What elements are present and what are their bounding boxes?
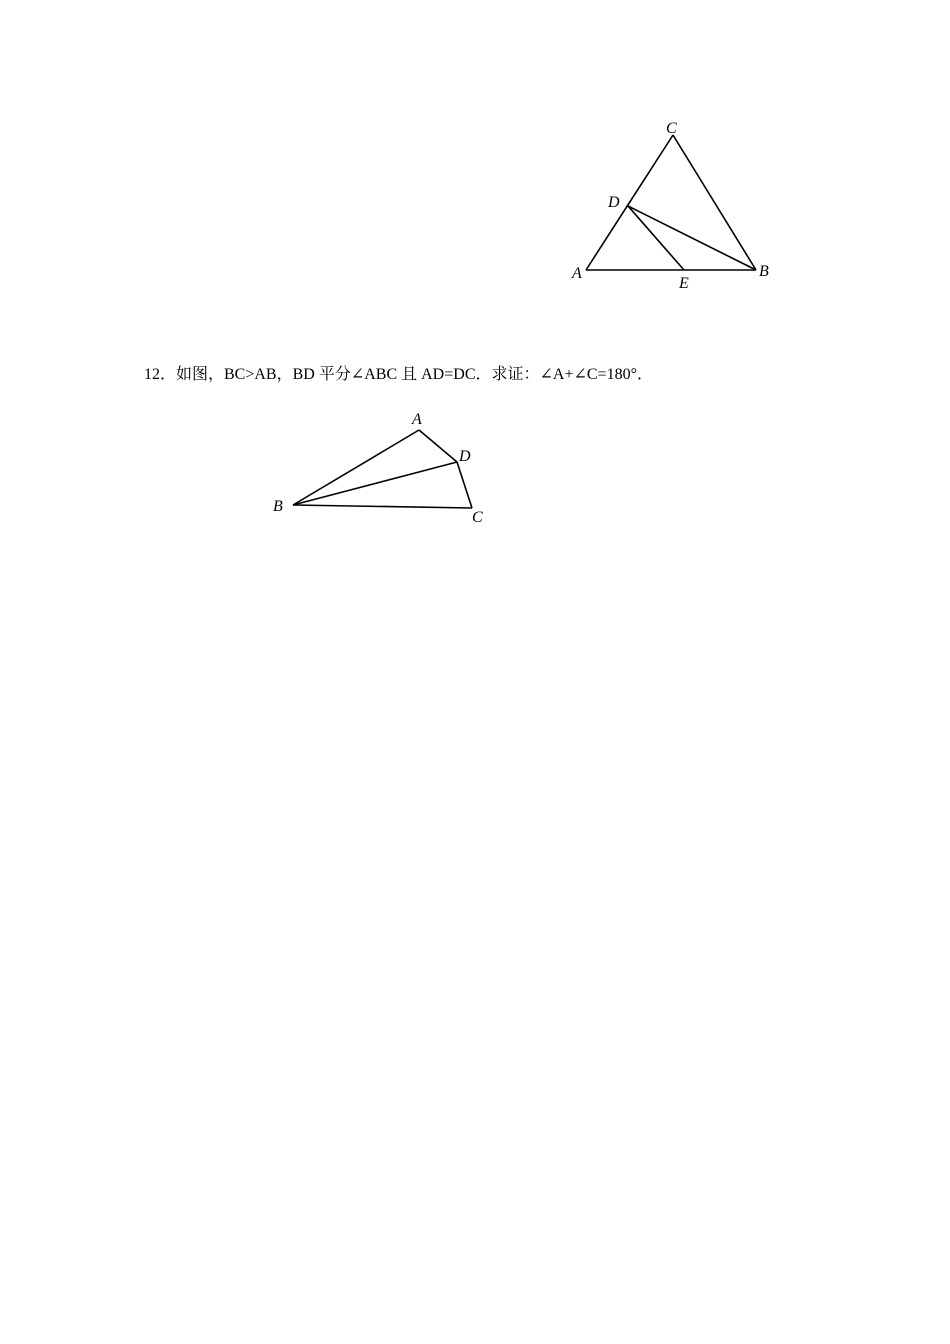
point-label-a: A — [572, 265, 582, 282]
point-label-d: D — [459, 448, 471, 465]
point-label-b: B — [759, 263, 769, 280]
figure-quadrilateral-abcd — [264, 400, 504, 540]
point-label-b: B — [273, 498, 283, 515]
segment-ca — [586, 135, 673, 270]
point-label-c: C — [666, 120, 677, 137]
point-label-e: E — [679, 275, 689, 292]
segment-dc — [457, 462, 472, 508]
segment-ad — [419, 430, 457, 462]
figure-triangle-abc — [560, 110, 780, 300]
segment-bd — [293, 462, 457, 505]
point-label-c: C — [472, 509, 483, 526]
figure-triangle-abc-svg — [560, 110, 780, 300]
figure-quadrilateral-abcd-svg — [264, 400, 504, 540]
problem-12-statement: 12．如图，BC>AB，BD 平分∠ABC 且 AD=DC．求证：∠A+∠C=180°． — [144, 366, 653, 383]
segment-bc — [293, 505, 472, 508]
segment-ba — [293, 430, 419, 505]
point-label-a: A — [412, 411, 422, 428]
segment-de — [628, 206, 684, 270]
point-label-d: D — [608, 194, 620, 211]
